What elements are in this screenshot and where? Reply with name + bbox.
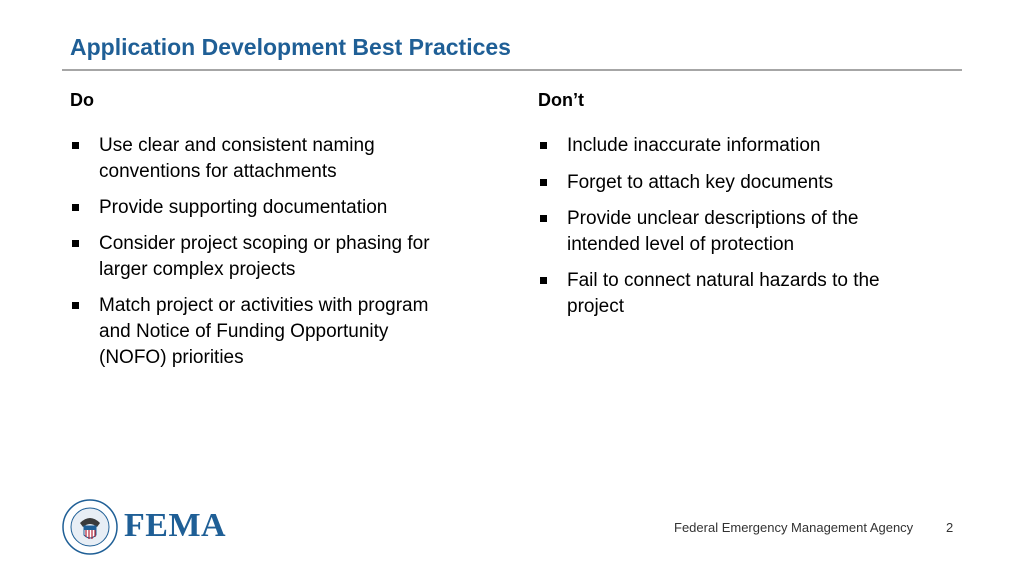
page-number: 2 bbox=[946, 520, 954, 535]
list-item bbox=[538, 133, 918, 159]
do-list bbox=[70, 133, 450, 381]
list-item bbox=[70, 231, 450, 283]
square-bullet-icon bbox=[72, 302, 79, 309]
dont-heading: Don’t bbox=[538, 90, 584, 110]
slide-title: Application Development Best Practices bbox=[70, 34, 511, 60]
square-bullet-icon bbox=[540, 277, 547, 284]
list-item bbox=[538, 268, 918, 320]
list-item-text: Provide unclear descriptions of the intended level of protection bbox=[567, 208, 859, 255]
list-item-text: Consider project scoping or phasing for larger complex projects bbox=[99, 233, 430, 280]
square-bullet-icon bbox=[540, 142, 547, 149]
list-item-text: Match project or activities with program and Notice of Funding Opportunity (NOFO) priorities bbox=[99, 295, 429, 368]
square-bullet-icon bbox=[540, 179, 547, 186]
square-bullet-icon bbox=[540, 215, 547, 222]
dont-list bbox=[538, 133, 918, 330]
list-item-text: Provide supporting documentation bbox=[99, 197, 388, 218]
square-bullet-icon bbox=[72, 240, 79, 247]
list-item bbox=[538, 170, 918, 196]
list-item-text: Use clear and consistent naming conventions for attachments bbox=[99, 135, 375, 182]
list-item bbox=[538, 206, 918, 258]
list-item-text: Include inaccurate information bbox=[567, 135, 821, 156]
list-item bbox=[70, 195, 450, 221]
title-divider bbox=[62, 69, 962, 71]
list-item bbox=[70, 133, 450, 185]
list-item-text: Forget to attach key documents bbox=[567, 172, 834, 193]
footer-agency: Federal Emergency Management Agency bbox=[674, 520, 914, 535]
square-bullet-icon bbox=[72, 204, 79, 211]
do-heading: Do bbox=[70, 90, 94, 110]
list-item-text: Fail to connect natural hazards to the project bbox=[567, 270, 880, 317]
square-bullet-icon bbox=[72, 142, 79, 149]
list-item bbox=[70, 293, 450, 371]
fema-logo-text: FEMA bbox=[124, 507, 227, 544]
dhs-seal-icon bbox=[62, 499, 118, 555]
